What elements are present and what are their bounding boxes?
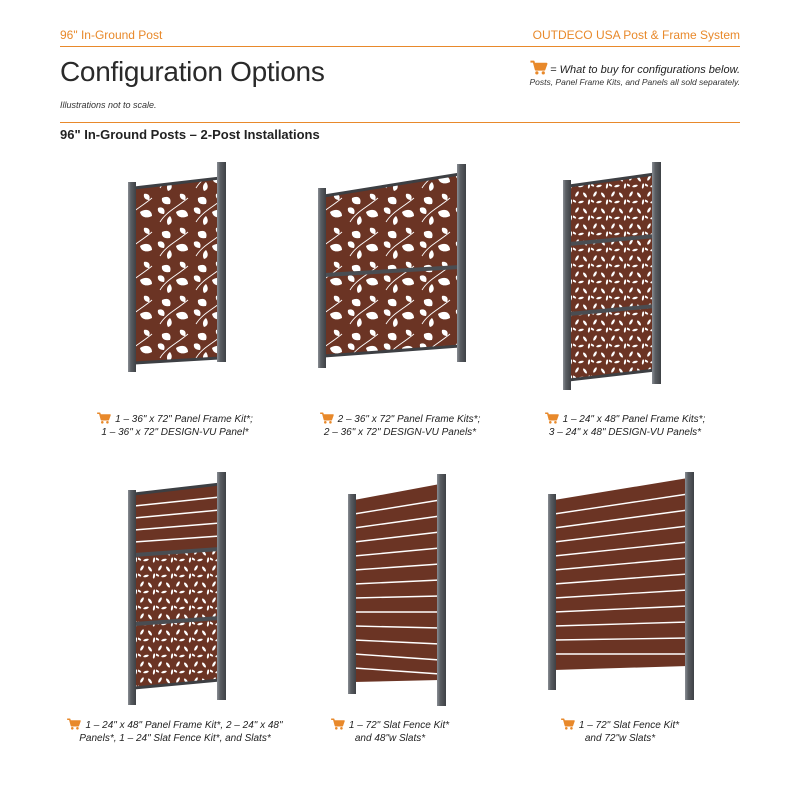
page-title: Configuration Options [60, 56, 325, 87]
slat-fence [554, 478, 688, 670]
post-left [128, 182, 136, 372]
config-2-caption: 2 – 36" x 72" Panel Frame Kits*; 2 – 36" x 72" DESIGN-VU Panels* [285, 412, 515, 439]
post-right [652, 162, 661, 384]
shopping-cart-icon [530, 60, 548, 75]
post-left [563, 180, 571, 390]
post-right [457, 164, 466, 362]
config-3-illustration [555, 158, 675, 398]
burst-panel-middle [569, 236, 655, 314]
config-6-caption: 1 – 72" Slat Fence Kit* and 72"w Slats* [530, 718, 710, 745]
shopping-cart-icon [545, 412, 559, 424]
burst-panel-upper [134, 550, 220, 624]
config-4-caption: 1 – 24" x 48" Panel Frame Kit*, 2 – 24" x 48" Panels*, 1 – 24" Slat Fence Kit*, and Slats* [50, 718, 300, 745]
header-divider [60, 46, 740, 47]
leaf-panel-bottom [324, 268, 460, 356]
post-left [318, 188, 326, 368]
section-title: 96" In-Ground Posts – 2-Post Installations [60, 127, 320, 142]
page-header [60, 28, 740, 44]
config-3-caption: 1 – 24" x 48" Panel Frame Kits*; 3 – 24" x 48" DESIGN-VU Panels* [510, 412, 740, 439]
shopping-cart-icon [561, 718, 575, 730]
config-2-illustration [310, 158, 480, 373]
post-right [685, 472, 694, 700]
shopping-cart-icon [97, 412, 111, 424]
slat-section [134, 484, 220, 554]
header-right: OUTDECO USA Post & Frame System [532, 28, 740, 42]
leaf-panel [134, 178, 220, 363]
legend [480, 60, 740, 87]
post-right [217, 162, 226, 362]
section-divider [60, 122, 740, 123]
burst-panel-bottom [569, 306, 655, 380]
config-5-caption: 1 – 72" Slat Fence Kit* and 48"w Slats* [300, 718, 480, 745]
legend-line1: = What to buy for configurations below. [550, 64, 740, 76]
config-1-illustration [120, 158, 230, 393]
leaf-panel-top [324, 174, 460, 276]
post-left [548, 494, 556, 690]
post-left [348, 494, 356, 694]
shopping-cart-icon [320, 412, 334, 424]
config-1-caption: 1 – 36" x 72" Panel Frame Kit*; 1 – 36" x 72" DESIGN-VU Panel* [60, 412, 290, 439]
post-right [437, 474, 446, 706]
legend-line2: Posts, Panel Frame Kits, and Panels all sold separately. [529, 77, 740, 87]
config-6-illustration [540, 470, 700, 710]
post-right [217, 472, 226, 700]
post-left [128, 490, 136, 705]
config-4-illustration [120, 468, 235, 713]
shopping-cart-icon [331, 718, 345, 730]
scale-note: Illustrations not to scale. [60, 100, 157, 110]
burst-panel-lower [134, 618, 220, 688]
config-5-illustration [340, 470, 460, 710]
header-left: 96" In-Ground Post [60, 28, 163, 42]
shopping-cart-icon [67, 718, 81, 730]
